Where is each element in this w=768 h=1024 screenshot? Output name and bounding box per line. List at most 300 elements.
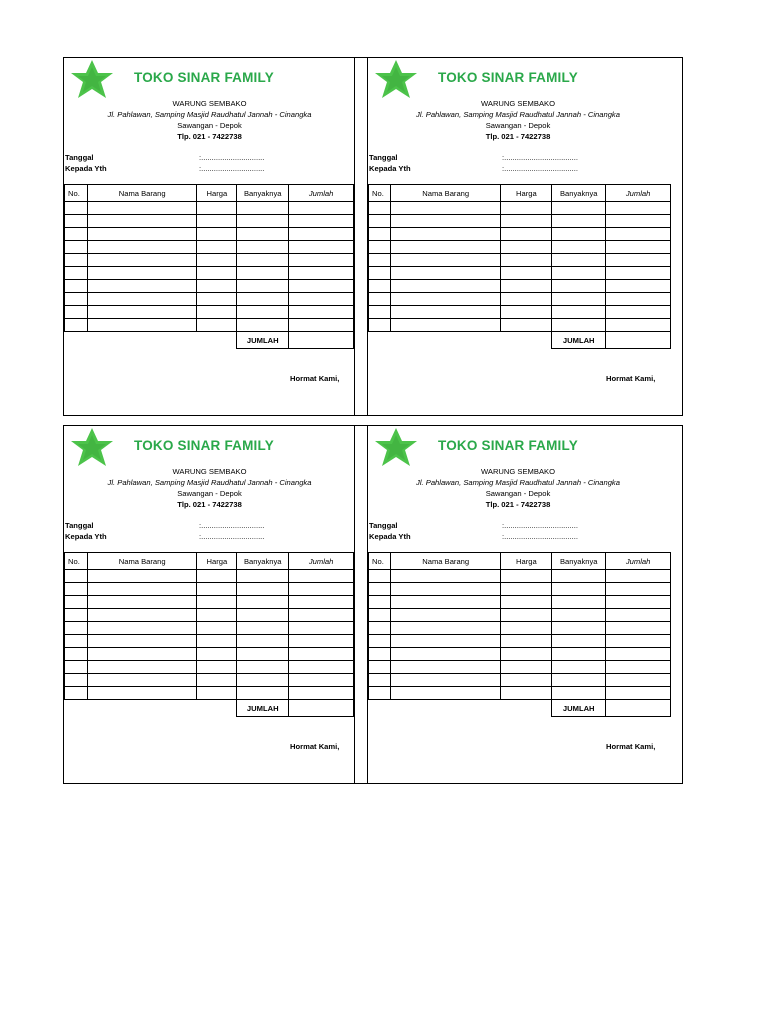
total-label: JUMLAH	[237, 700, 289, 717]
table-cell[interactable]	[289, 202, 354, 215]
green-star-icon	[68, 58, 116, 102]
table-cell[interactable]	[65, 280, 88, 293]
total-value-cell[interactable]	[289, 332, 354, 349]
table-header-row	[369, 185, 671, 202]
col-header-banyaknya: Banyaknya	[552, 185, 606, 202]
table-cell[interactable]	[390, 570, 501, 583]
shop-phone: Tlp. 021 - 7422738	[177, 132, 242, 141]
table-cell[interactable]	[197, 306, 237, 319]
table-cell[interactable]	[197, 570, 237, 583]
table-cell[interactable]	[552, 241, 606, 254]
table-cell[interactable]	[237, 228, 289, 241]
table-cell[interactable]	[369, 622, 391, 635]
table-cell[interactable]	[289, 609, 354, 622]
table-cell[interactable]	[369, 267, 391, 280]
table-cell[interactable]	[390, 674, 501, 687]
table-row	[369, 241, 671, 254]
col-header-no: No.	[369, 553, 391, 570]
table-cell[interactable]	[65, 596, 88, 609]
table-row	[65, 306, 354, 319]
table-cell[interactable]	[606, 319, 671, 332]
table-cell[interactable]	[606, 241, 671, 254]
receipt-card	[64, 426, 355, 783]
table-cell[interactable]	[606, 674, 671, 687]
table-cell[interactable]	[606, 609, 671, 622]
table-cell[interactable]	[197, 319, 237, 332]
table-cell[interactable]	[65, 570, 88, 583]
table-row	[65, 267, 354, 280]
table-cell[interactable]	[65, 583, 88, 596]
table-cell[interactable]	[65, 687, 88, 700]
table-cell[interactable]	[289, 583, 354, 596]
col-header-jumlah: Jumlah	[289, 185, 354, 202]
table-cell[interactable]	[289, 241, 354, 254]
col-header-no: No.	[369, 185, 391, 202]
table-cell[interactable]	[65, 267, 88, 280]
receipt-card	[64, 58, 355, 415]
table-cell[interactable]	[369, 215, 391, 228]
table-cell[interactable]	[65, 609, 88, 622]
green-star-icon	[372, 58, 420, 102]
tanggal-field[interactable]: :..............................	[199, 153, 265, 162]
table-cell[interactable]	[369, 202, 391, 215]
table-cell[interactable]	[390, 254, 501, 267]
table-cell[interactable]	[552, 280, 606, 293]
table-row	[369, 293, 671, 306]
table-cell[interactable]	[237, 254, 289, 267]
receipt-card	[367, 426, 684, 783]
table-cell[interactable]	[237, 674, 289, 687]
table-cell[interactable]	[87, 280, 196, 293]
table-row	[369, 661, 671, 674]
table-row	[65, 609, 354, 622]
table-cell[interactable]	[390, 267, 501, 280]
table-cell[interactable]	[552, 648, 606, 661]
table-cell[interactable]	[87, 306, 196, 319]
table-cell[interactable]	[65, 241, 88, 254]
table-cell[interactable]	[552, 215, 606, 228]
shop-subtitle: WARUNG SEMBAKO	[172, 467, 247, 476]
shop-city: Sawangan - Depok	[485, 489, 551, 498]
receipt-sheet-top	[63, 57, 683, 416]
total-spacer	[369, 332, 552, 349]
table-cell[interactable]	[87, 687, 196, 700]
table-cell[interactable]	[65, 622, 88, 635]
table-cell[interactable]	[501, 687, 552, 700]
shop-name: TOKO SINAR FAMILY	[438, 70, 578, 85]
col-header-nama-barang: Nama Barang	[87, 185, 196, 202]
tanggal-label: Tanggal	[65, 153, 94, 162]
shop-address: Jl. Pahlawan, Samping Masjid Raudhatul Jannah - Cinangka	[107, 110, 312, 119]
table-cell[interactable]	[552, 583, 606, 596]
col-header-harga: Harga	[197, 553, 237, 570]
table-cell[interactable]	[237, 635, 289, 648]
shop-name: TOKO SINAR FAMILY	[134, 438, 274, 453]
tanggal-field[interactable]: :..............................	[199, 521, 265, 530]
table-cell[interactable]	[369, 609, 391, 622]
table-row	[369, 596, 671, 609]
table-cell[interactable]	[501, 583, 552, 596]
table-row	[65, 241, 354, 254]
table-cell[interactable]	[65, 648, 88, 661]
table-cell[interactable]	[390, 319, 501, 332]
table-cell[interactable]	[606, 596, 671, 609]
table-cell[interactable]	[390, 241, 501, 254]
table-cell[interactable]	[369, 570, 391, 583]
table-cell[interactable]	[237, 241, 289, 254]
table-cell[interactable]	[289, 570, 354, 583]
table-cell[interactable]	[606, 280, 671, 293]
table-cell[interactable]	[552, 570, 606, 583]
table-row	[65, 228, 354, 241]
col-header-harga: Harga	[197, 185, 237, 202]
col-header-banyaknya: Banyaknya	[237, 185, 289, 202]
table-row	[369, 319, 671, 332]
table-cell[interactable]	[87, 319, 196, 332]
table-cell[interactable]	[390, 609, 501, 622]
table-cell[interactable]	[606, 661, 671, 674]
table-cell[interactable]	[369, 280, 391, 293]
table-cell[interactable]	[501, 596, 552, 609]
kepada-label: Kepada Yth	[65, 164, 107, 173]
table-cell[interactable]	[65, 306, 88, 319]
table-cell[interactable]	[369, 293, 391, 306]
tanggal-field[interactable]: :...................................	[502, 521, 578, 530]
table-cell[interactable]	[65, 674, 88, 687]
table-cell[interactable]	[606, 583, 671, 596]
table-cell[interactable]	[390, 648, 501, 661]
table-cell[interactable]	[197, 202, 237, 215]
table-cell[interactable]	[606, 215, 671, 228]
table-cell[interactable]	[65, 635, 88, 648]
shop-subtitle: WARUNG SEMBAKO	[481, 99, 555, 108]
total-label: JUMLAH	[552, 332, 606, 349]
table-cell[interactable]	[552, 635, 606, 648]
table-cell[interactable]	[606, 202, 671, 215]
col-header-jumlah: Jumlah	[606, 185, 671, 202]
table-cell[interactable]	[87, 674, 196, 687]
table-cell[interactable]	[197, 280, 237, 293]
table-row	[65, 570, 354, 583]
table-row	[369, 609, 671, 622]
table-cell[interactable]	[197, 648, 237, 661]
col-header-banyaknya: Banyaknya	[552, 553, 606, 570]
table-row	[369, 583, 671, 596]
table-cell[interactable]	[552, 228, 606, 241]
table-cell[interactable]	[501, 267, 552, 280]
table-cell[interactable]	[369, 583, 391, 596]
table-cell[interactable]	[501, 293, 552, 306]
kepada-field[interactable]: :...................................	[502, 532, 578, 541]
items-table	[368, 552, 671, 717]
table-cell[interactable]	[606, 687, 671, 700]
table-cell[interactable]	[289, 635, 354, 648]
table-cell[interactable]	[87, 570, 196, 583]
table-cell[interactable]	[87, 215, 196, 228]
table-cell[interactable]	[501, 319, 552, 332]
table-cell[interactable]	[197, 609, 237, 622]
table-cell[interactable]	[237, 661, 289, 674]
table-cell[interactable]	[87, 648, 196, 661]
table-row	[369, 306, 671, 319]
table-cell[interactable]	[237, 583, 289, 596]
table-cell[interactable]	[87, 241, 196, 254]
tanggal-label: Tanggal	[369, 153, 398, 162]
table-cell[interactable]	[237, 280, 289, 293]
table-row	[369, 674, 671, 687]
table-cell[interactable]	[390, 661, 501, 674]
table-cell[interactable]	[237, 609, 289, 622]
table-cell[interactable]	[606, 293, 671, 306]
table-cell[interactable]	[197, 635, 237, 648]
table-cell[interactable]	[606, 254, 671, 267]
col-header-nama-barang: Nama Barang	[87, 553, 196, 570]
table-cell[interactable]	[87, 267, 196, 280]
col-header-no: No.	[65, 553, 88, 570]
table-cell[interactable]	[87, 583, 196, 596]
table-cell[interactable]	[289, 215, 354, 228]
table-cell[interactable]	[197, 596, 237, 609]
table-row	[369, 215, 671, 228]
table-cell[interactable]	[606, 267, 671, 280]
table-row	[369, 622, 671, 635]
items-table	[368, 184, 671, 349]
table-cell[interactable]	[65, 254, 88, 267]
table-cell[interactable]	[606, 570, 671, 583]
table-cell[interactable]	[390, 280, 501, 293]
table-cell[interactable]	[289, 648, 354, 661]
closing-text: Hormat Kami,	[290, 742, 340, 751]
table-cell[interactable]	[237, 319, 289, 332]
table-cell[interactable]	[237, 306, 289, 319]
table-row	[65, 319, 354, 332]
table-cell[interactable]	[552, 661, 606, 674]
table-cell[interactable]	[237, 622, 289, 635]
table-cell[interactable]	[369, 228, 391, 241]
table-row	[369, 202, 671, 215]
table-cell[interactable]	[237, 687, 289, 700]
table-cell[interactable]	[552, 687, 606, 700]
table-cell[interactable]	[289, 674, 354, 687]
table-cell[interactable]	[552, 674, 606, 687]
table-cell[interactable]	[606, 635, 671, 648]
table-cell[interactable]	[87, 596, 196, 609]
table-cell[interactable]	[65, 293, 88, 306]
shop-info	[368, 466, 668, 510]
table-cell[interactable]	[390, 687, 501, 700]
table-row	[65, 583, 354, 596]
col-header-nama-barang: Nama Barang	[390, 553, 501, 570]
receipt-card	[367, 58, 684, 415]
table-row	[65, 661, 354, 674]
shop-address: Jl. Pahlawan, Samping Masjid Raudhatul Jannah - Cinangka	[107, 478, 312, 487]
col-header-harga: Harga	[501, 185, 552, 202]
table-cell[interactable]	[197, 254, 237, 267]
kepada-field[interactable]: :...................................	[502, 164, 578, 173]
total-label: JUMLAH	[552, 700, 606, 717]
table-cell[interactable]	[197, 241, 237, 254]
table-cell[interactable]	[606, 622, 671, 635]
table-cell[interactable]	[369, 319, 391, 332]
table-cell[interactable]	[552, 254, 606, 267]
table-cell[interactable]	[289, 661, 354, 674]
table-cell[interactable]	[197, 228, 237, 241]
table-cell[interactable]	[87, 202, 196, 215]
items-table	[64, 552, 354, 717]
table-cell[interactable]	[87, 635, 196, 648]
table-cell[interactable]	[390, 202, 501, 215]
table-cell[interactable]	[390, 583, 501, 596]
table-cell[interactable]	[501, 648, 552, 661]
table-row	[369, 570, 671, 583]
table-row	[65, 202, 354, 215]
table-cell[interactable]	[390, 306, 501, 319]
table-cell[interactable]	[501, 674, 552, 687]
total-value-cell[interactable]	[289, 700, 354, 717]
table-cell[interactable]	[552, 202, 606, 215]
table-cell[interactable]	[237, 596, 289, 609]
table-cell[interactable]	[552, 319, 606, 332]
table-cell[interactable]	[390, 596, 501, 609]
table-cell[interactable]	[237, 293, 289, 306]
table-cell[interactable]	[501, 570, 552, 583]
table-cell[interactable]	[197, 293, 237, 306]
table-cell[interactable]	[501, 609, 552, 622]
table-cell[interactable]	[289, 687, 354, 700]
table-cell[interactable]	[390, 293, 501, 306]
table-cell[interactable]	[369, 635, 391, 648]
table-cell[interactable]	[289, 267, 354, 280]
total-label: JUMLAH	[237, 332, 289, 349]
total-spacer	[65, 332, 237, 349]
table-cell[interactable]	[197, 215, 237, 228]
table-cell[interactable]	[369, 306, 391, 319]
table-cell[interactable]	[65, 319, 88, 332]
shop-name: TOKO SINAR FAMILY	[438, 438, 578, 453]
table-cell[interactable]	[552, 306, 606, 319]
table-cell[interactable]	[369, 661, 391, 674]
shop-info	[64, 98, 355, 142]
table-row	[369, 687, 671, 700]
table-cell[interactable]	[369, 674, 391, 687]
closing-text: Hormat Kami,	[606, 742, 656, 751]
table-cell[interactable]	[606, 306, 671, 319]
table-header-row	[369, 553, 671, 570]
table-cell[interactable]	[87, 661, 196, 674]
table-cell[interactable]	[501, 215, 552, 228]
table-cell[interactable]	[289, 306, 354, 319]
table-cell[interactable]	[552, 293, 606, 306]
table-cell[interactable]	[606, 228, 671, 241]
kepada-field[interactable]: :..............................	[199, 164, 265, 173]
table-cell[interactable]	[501, 228, 552, 241]
table-cell[interactable]	[552, 622, 606, 635]
shop-info	[368, 98, 668, 142]
table-cell[interactable]	[87, 228, 196, 241]
kepada-field[interactable]: :..............................	[199, 532, 265, 541]
table-cell[interactable]	[289, 319, 354, 332]
table-cell[interactable]	[501, 202, 552, 215]
table-cell[interactable]	[501, 254, 552, 267]
table-cell[interactable]	[390, 635, 501, 648]
table-cell[interactable]	[197, 674, 237, 687]
table-cell[interactable]	[65, 661, 88, 674]
col-header-nama-barang: Nama Barang	[390, 185, 501, 202]
items-table	[64, 184, 354, 349]
table-cell[interactable]	[289, 293, 354, 306]
table-cell[interactable]	[289, 280, 354, 293]
table-cell[interactable]	[197, 583, 237, 596]
table-cell[interactable]	[87, 622, 196, 635]
table-cell[interactable]	[369, 596, 391, 609]
shop-address: Jl. Pahlawan, Samping Masjid Raudhatul Jannah - Cinangka	[416, 478, 620, 487]
table-cell[interactable]	[369, 254, 391, 267]
table-cell[interactable]	[197, 661, 237, 674]
table-cell[interactable]	[197, 687, 237, 700]
table-header-row	[65, 553, 354, 570]
table-cell[interactable]	[65, 202, 88, 215]
table-row	[65, 687, 354, 700]
table-cell[interactable]	[390, 228, 501, 241]
table-cell[interactable]	[390, 622, 501, 635]
table-cell[interactable]	[65, 228, 88, 241]
table-cell[interactable]	[237, 570, 289, 583]
table-cell[interactable]	[390, 215, 501, 228]
table-cell[interactable]	[289, 254, 354, 267]
table-cell[interactable]	[369, 648, 391, 661]
shop-city: Sawangan - Depok	[177, 121, 242, 130]
table-cell[interactable]	[552, 596, 606, 609]
table-cell[interactable]	[552, 609, 606, 622]
table-cell[interactable]	[237, 648, 289, 661]
col-header-harga: Harga	[501, 553, 552, 570]
table-cell[interactable]	[501, 622, 552, 635]
table-cell[interactable]	[289, 622, 354, 635]
table-cell[interactable]	[87, 254, 196, 267]
table-cell[interactable]	[501, 241, 552, 254]
table-cell[interactable]	[237, 215, 289, 228]
table-header-row	[65, 185, 354, 202]
table-cell[interactable]	[237, 202, 289, 215]
shop-city: Sawangan - Depok	[177, 489, 242, 498]
table-cell[interactable]	[197, 622, 237, 635]
shop-name: TOKO SINAR FAMILY	[134, 70, 274, 85]
table-cell[interactable]	[501, 280, 552, 293]
total-value-cell[interactable]	[606, 700, 671, 717]
table-cell[interactable]	[552, 267, 606, 280]
table-cell[interactable]	[65, 215, 88, 228]
table-cell[interactable]	[606, 648, 671, 661]
table-cell[interactable]	[501, 635, 552, 648]
table-cell[interactable]	[237, 267, 289, 280]
table-row	[65, 635, 354, 648]
table-cell[interactable]	[87, 609, 196, 622]
tanggal-field[interactable]: :...................................	[502, 153, 578, 162]
shop-address: Jl. Pahlawan, Samping Masjid Raudhatul Jannah - Cinangka	[416, 110, 620, 119]
shop-phone: Tlp. 021 - 7422738	[177, 500, 242, 509]
table-cell[interactable]	[369, 687, 391, 700]
table-cell[interactable]	[87, 293, 196, 306]
table-cell[interactable]	[501, 306, 552, 319]
table-cell[interactable]	[501, 661, 552, 674]
table-cell[interactable]	[369, 241, 391, 254]
table-cell[interactable]	[197, 267, 237, 280]
total-value-cell[interactable]	[606, 332, 671, 349]
shop-subtitle: WARUNG SEMBAKO	[481, 467, 555, 476]
shop-phone: Tlp. 021 - 7422738	[485, 132, 551, 141]
table-cell[interactable]	[289, 228, 354, 241]
table-cell[interactable]	[289, 596, 354, 609]
